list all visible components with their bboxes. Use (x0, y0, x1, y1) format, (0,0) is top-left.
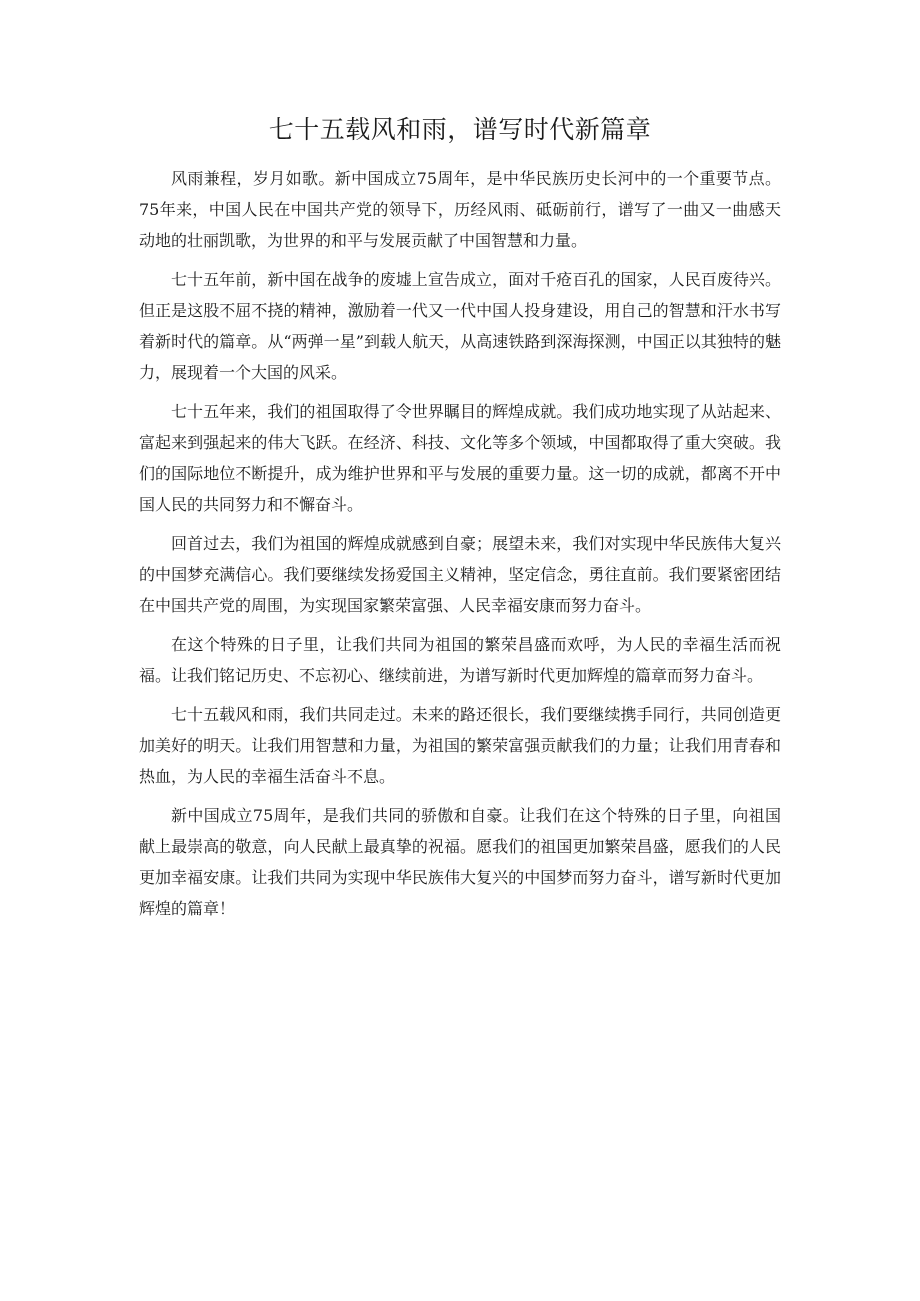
paragraph-3: 七十五年来，我们的祖国取得了令世界瞩目的辉煌成就。我们成功地实现了从站起来、富起来到强起来的伟大飞跃。在经济、科技、文化等多个领域，中国都取得了重大突破。我们的国际地位不断提升，成为维护世界和平与发展的重要力量。这一切的成就，都离不开中国人民的共同努力和不懈奋斗。 (139, 402, 781, 514)
paragraph-6: 七十五载风和雨，我们共同走过。未来的路还很长，我们要继续携手同行，共同创造更加美好的明天。让我们用智慧和力量，为祖国的繁荣富强贡献我们的力量；让我们用青春和热血，为人民的幸福生活奋斗不息。 (139, 705, 781, 786)
paragraph-2: 七十五年前，新中国在战争的废墟上宣告成立，面对千疮百孔的国家，人民百废待兴。但正是这股不屈不挠的精神，激励着一代又一代中国人投身建设，用自己的智慧和汗水书写着新时代的篇章。从“两弹一星”到载人航天，从高速铁路到深海探测，中国正以其独特的魅力，展现着一个大国的风采。 (139, 270, 781, 382)
paragraph-7: 新中国成立75周年，是我们共同的骄傲和自豪。让我们在这个特殊的日子里，向祖国献上最崇高的敬意，向人民献上最真挚的祝福。愿我们的祖国更加繁荣昌盛，愿我们的人民更加幸福安康。让我们共同为实现中华民族伟大复兴的中国梦而努力奋斗，谱写新时代更加辉煌的篇章！ (139, 806, 781, 918)
document-title: 七十五载风和雨，谱写时代新篇章 (268, 115, 652, 144)
paragraph-1: 风雨兼程，岁月如歌。新中国成立75周年，是中华民族历史长河中的一个重要节点。75年来，中国人民在中国共产党的领导下，历经风雨、砥砺前行，谱写了一曲又一曲感天动地的壮丽凯歌，为世界的和平与发展贡献了中国智慧和力量。 (139, 169, 781, 250)
paragraph-5: 在这个特殊的日子里，让我们共同为祖国的繁荣昌盛而欢呼，为人民的幸福生活而祝福。让我们铭记历史、不忘初心、继续前进，为谱写新时代更加辉煌的篇章而努力奋斗。 (139, 635, 781, 685)
document-body (139, 163, 781, 932)
paragraph-4: 回首过去，我们为祖国的辉煌成就感到自豪；展望未来，我们对实现中华民族伟大复兴的中国梦充满信心。我们要继续发扬爱国主义精神，坚定信念，勇往直前。我们要紧密团结在中国共产党的周围，为实现国家繁荣富强、人民幸福安康而努力奋斗。 (139, 534, 781, 615)
